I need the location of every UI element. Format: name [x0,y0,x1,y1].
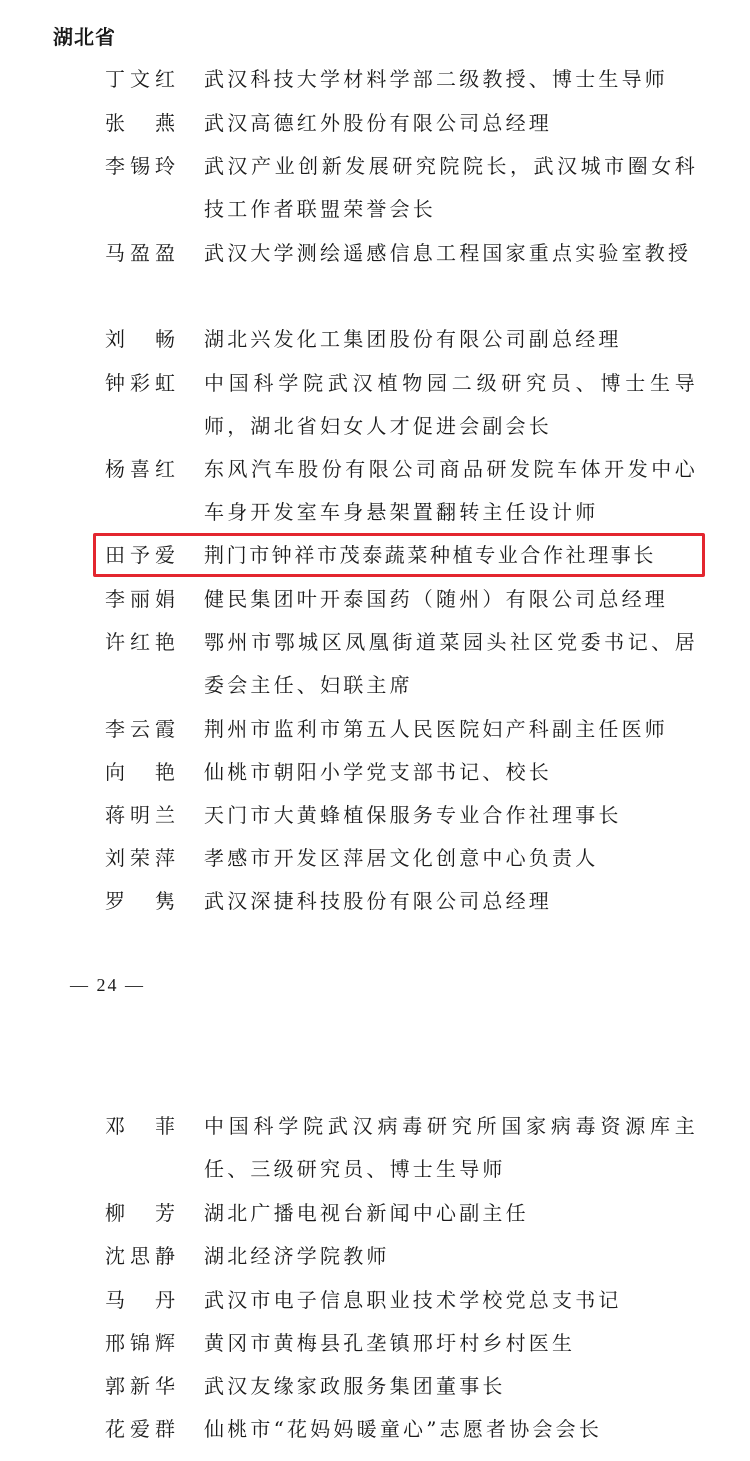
section-title: 湖北省 [53,25,116,49]
person-name: 罗 隽 [105,889,175,913]
person-title: 孝感市开发区萍居文化创意中心负责人 [204,846,599,870]
person-title: 中国科学院武汉病毒研究所国家病毒资源库主任、三级研究员、博士生导师 [204,1114,698,1181]
person-name: 郭新华 [105,1374,175,1398]
person-name: 杨喜红 [105,457,175,481]
person-title: 天门市大黄蜂植保服务专业合作社理事长 [204,803,622,827]
person-title: 湖北兴发化工集团股份有限公司副总经理 [204,327,622,351]
person-name: 李锡玲 [105,154,175,178]
person-title: 黄冈市黄梅县孔垄镇邢圩村乡村医生 [204,1331,576,1355]
person-title: 武汉科技大学材料学部二级教授、博士生导师 [204,67,668,91]
person-title: 湖北广播电视台新闻中心副主任 [204,1201,529,1225]
person-name: 李云霞 [105,717,175,741]
person-name: 张 燕 [105,111,175,135]
person-title: 仙桃市“花妈妈暖童心”志愿者协会会长 [204,1417,603,1441]
person-name: 许红艳 [105,630,175,654]
person-name: 马 丹 [105,1288,175,1312]
person-name: 钟彩虹 [105,371,175,395]
person-title: 鄂州市鄂城区凤凰街道菜园头社区党委书记、居委会主任、妇联主席 [204,630,698,697]
person-title: 武汉高德红外股份有限公司总经理 [204,111,552,135]
person-title: 武汉深捷科技股份有限公司总经理 [204,889,552,913]
person-name: 邓 菲 [105,1114,175,1138]
person-title: 东风汽车股份有限公司商品研发院车体开发中心车身开发室车身悬架置翻转主任设计师 [204,457,698,524]
person-name: 蒋明兰 [105,803,175,827]
person-name: 马盈盈 [105,241,175,265]
person-name: 丁文红 [105,67,175,91]
person-title: 武汉友缘家政服务集团董事长 [204,1374,506,1398]
person-title: 荆州市监利市第五人民医院妇产科副主任医师 [204,717,668,741]
person-title: 武汉市电子信息职业技术学校党总支书记 [204,1288,622,1312]
person-title: 武汉产业创新发展研究院院长，武汉城市圈女科技工作者联盟荣誉会长 [204,154,698,221]
person-name: 花爱群 [105,1417,175,1441]
page-number: — 24 — [70,975,145,995]
person-name: 田予爱 [105,543,175,567]
person-name: 柳 芳 [105,1201,175,1225]
person-title: 中国科学院武汉植物园二级研究员、博士生导师，湖北省妇女人才促进会副会长 [204,371,698,438]
person-title: 荆门市钟祥市茂泰蔬菜种植专业合作社理事长 [204,543,656,567]
person-title: 仙桃市朝阳小学党支部书记、校长 [204,760,552,784]
person-title: 武汉大学测绘遥感信息工程国家重点实验室教授 [204,241,692,265]
person-name: 沈思静 [105,1244,175,1268]
person-name: 刘荣萍 [105,846,175,870]
person-name: 刘 畅 [105,327,175,351]
highlight-box [93,533,705,577]
person-title: 湖北经济学院教师 [204,1244,390,1268]
person-name: 李丽娟 [105,587,175,611]
person-name: 邢锦辉 [105,1331,175,1355]
person-title: 健民集团叶开泰国药（随州）有限公司总经理 [204,587,668,611]
person-name: 向 艳 [105,760,175,784]
